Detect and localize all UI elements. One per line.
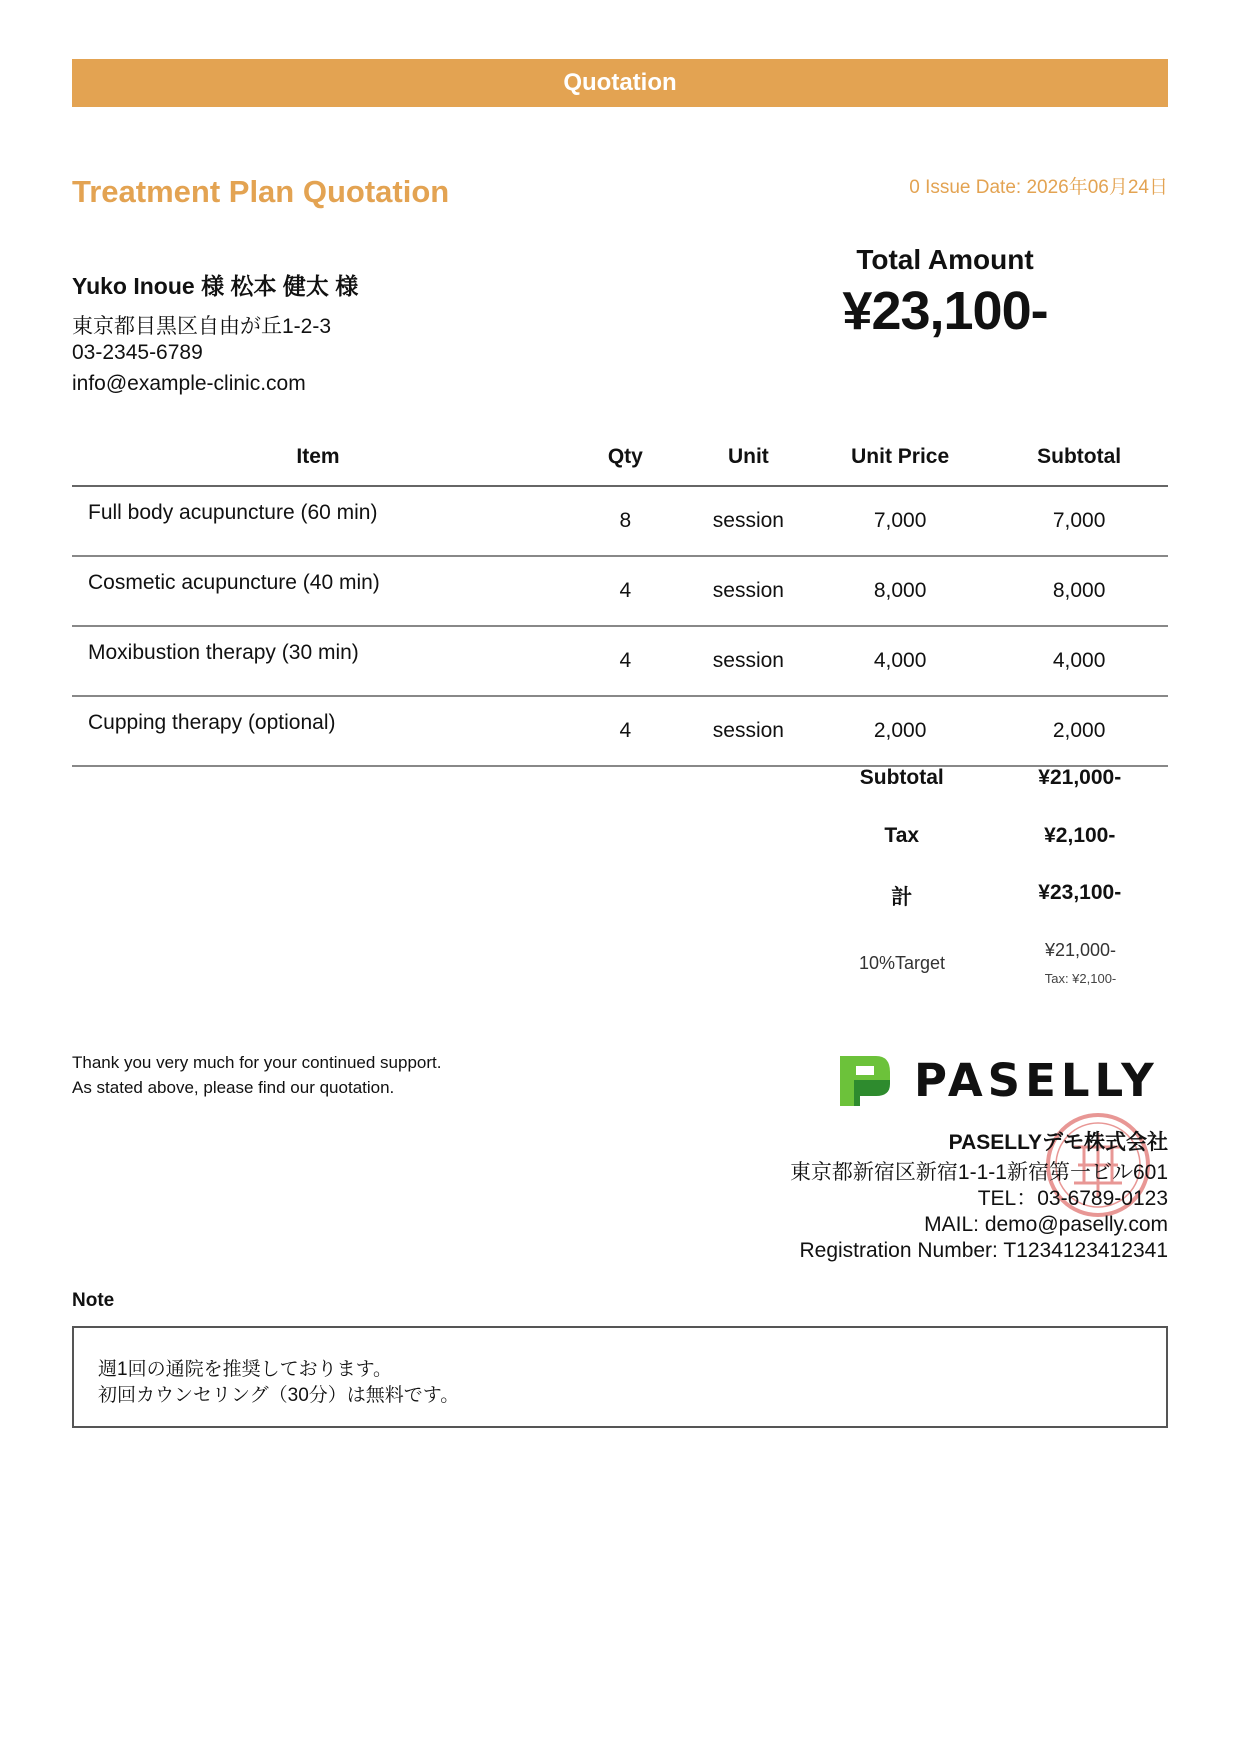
note-line-1: 週1回の通院を推奨しております。 xyxy=(98,1359,393,1380)
summary-tax-label: Tax xyxy=(884,824,920,847)
subtotal-cell: 7,000 xyxy=(990,486,1168,556)
unit-price-cell: 4,000 xyxy=(810,626,990,696)
issue-date: 0 Issue Date: 2026年06月24日 xyxy=(909,177,1168,198)
subtotal-cell: 2,000 xyxy=(990,696,1168,766)
thanks-message-line-1: Thank you very much for your continued support. xyxy=(72,1053,442,1072)
tax-rate-target-amount: ¥21,000- xyxy=(1044,940,1117,960)
summary-total-label: 計 xyxy=(891,886,913,909)
unit-price-cell: 7,000 xyxy=(810,486,990,556)
unit-price-cell: 2,000 xyxy=(810,696,990,766)
unit-price-cell: 8,000 xyxy=(810,556,990,626)
qty-cell: 8 xyxy=(564,486,687,556)
unit-cell: session xyxy=(687,696,810,766)
company-logo xyxy=(836,1050,1168,1110)
total-amount-label: Total Amount xyxy=(856,244,1034,275)
column-header-unit: Unit xyxy=(687,428,810,486)
note-label: Note xyxy=(72,1290,115,1311)
column-header-unit-price: Unit Price xyxy=(810,428,990,486)
column-header-item: Item xyxy=(72,428,564,486)
unit-cell: session xyxy=(687,556,810,626)
total-amount-value: ¥23,100- xyxy=(842,281,1048,341)
company-tel: TEL：03-6789-0123 xyxy=(977,1187,1168,1210)
qty-cell: 4 xyxy=(564,696,687,766)
page-title: Treatment Plan Quotation xyxy=(72,174,450,209)
item-name-cell: Moxibustion therapy (30 min) xyxy=(72,626,564,696)
tax-rate-target-tax: Tax: ¥2,100- xyxy=(1044,971,1117,986)
line-items-table xyxy=(72,428,1168,767)
summary-total-value: ¥23,100- xyxy=(1038,881,1122,904)
table-row xyxy=(72,696,1168,766)
qty-cell: 4 xyxy=(564,626,687,696)
company-address: 東京都新宿区新宿1-1-1新宿第一ビル601 xyxy=(789,1161,1168,1184)
item-name-cell: Cupping therapy (optional) xyxy=(72,696,564,766)
subtotal-cell: 4,000 xyxy=(990,626,1168,696)
qty-cell: 4 xyxy=(564,556,687,626)
unit-cell: session xyxy=(687,626,810,696)
company-mail: MAIL: demo@paselly.com xyxy=(924,1213,1168,1236)
item-name-cell: Cosmetic acupuncture (40 min) xyxy=(72,556,564,626)
thanks-message-line-2: As stated above, please find our quotation. xyxy=(72,1078,395,1097)
summary-subtotal-label: Subtotal xyxy=(859,766,944,789)
summary-total-row xyxy=(812,881,1168,911)
client-name: Yuko Inoue 様 松本 健太 様 xyxy=(72,273,359,299)
table-row xyxy=(72,626,1168,696)
client-address: 東京都目黒区自由が丘1-2-3 xyxy=(72,315,332,338)
logo-wordmark: PASELLY xyxy=(914,1053,1159,1107)
table-row xyxy=(72,486,1168,556)
summary-subtotal-row xyxy=(812,766,1168,790)
company-info xyxy=(790,1126,1168,1264)
tax-rate-target-label: 10%Target xyxy=(858,953,946,973)
note-box xyxy=(72,1326,1168,1428)
company-registration-number: Registration Number: T1234123412341 xyxy=(799,1239,1168,1262)
note-line-2: 初回カウンセリング（30分）は無料です。 xyxy=(98,1385,460,1406)
client-email: info@example-clinic.com xyxy=(72,372,306,395)
company-name: PASELLYデモ株式会社 xyxy=(948,1131,1168,1154)
column-header-subtotal: Subtotal xyxy=(990,428,1168,486)
item-name-cell: Full body acupuncture (60 min) xyxy=(72,486,564,556)
unit-cell: session xyxy=(687,486,810,556)
subtotal-cell: 8,000 xyxy=(990,556,1168,626)
document-type-banner: Quotation xyxy=(72,59,1168,107)
summary-tax-row xyxy=(812,824,1168,848)
logo-mark-icon xyxy=(836,1050,894,1110)
table-row xyxy=(72,556,1168,626)
client-phone: 03-2345-6789 xyxy=(72,341,203,364)
table-header-row xyxy=(72,428,1168,486)
summary-tax-value: ¥2,100- xyxy=(1044,824,1116,847)
total-amount-box xyxy=(790,244,1100,342)
column-header-qty: Qty xyxy=(564,428,687,486)
summary-subtotal-value: ¥21,000- xyxy=(1038,766,1122,789)
